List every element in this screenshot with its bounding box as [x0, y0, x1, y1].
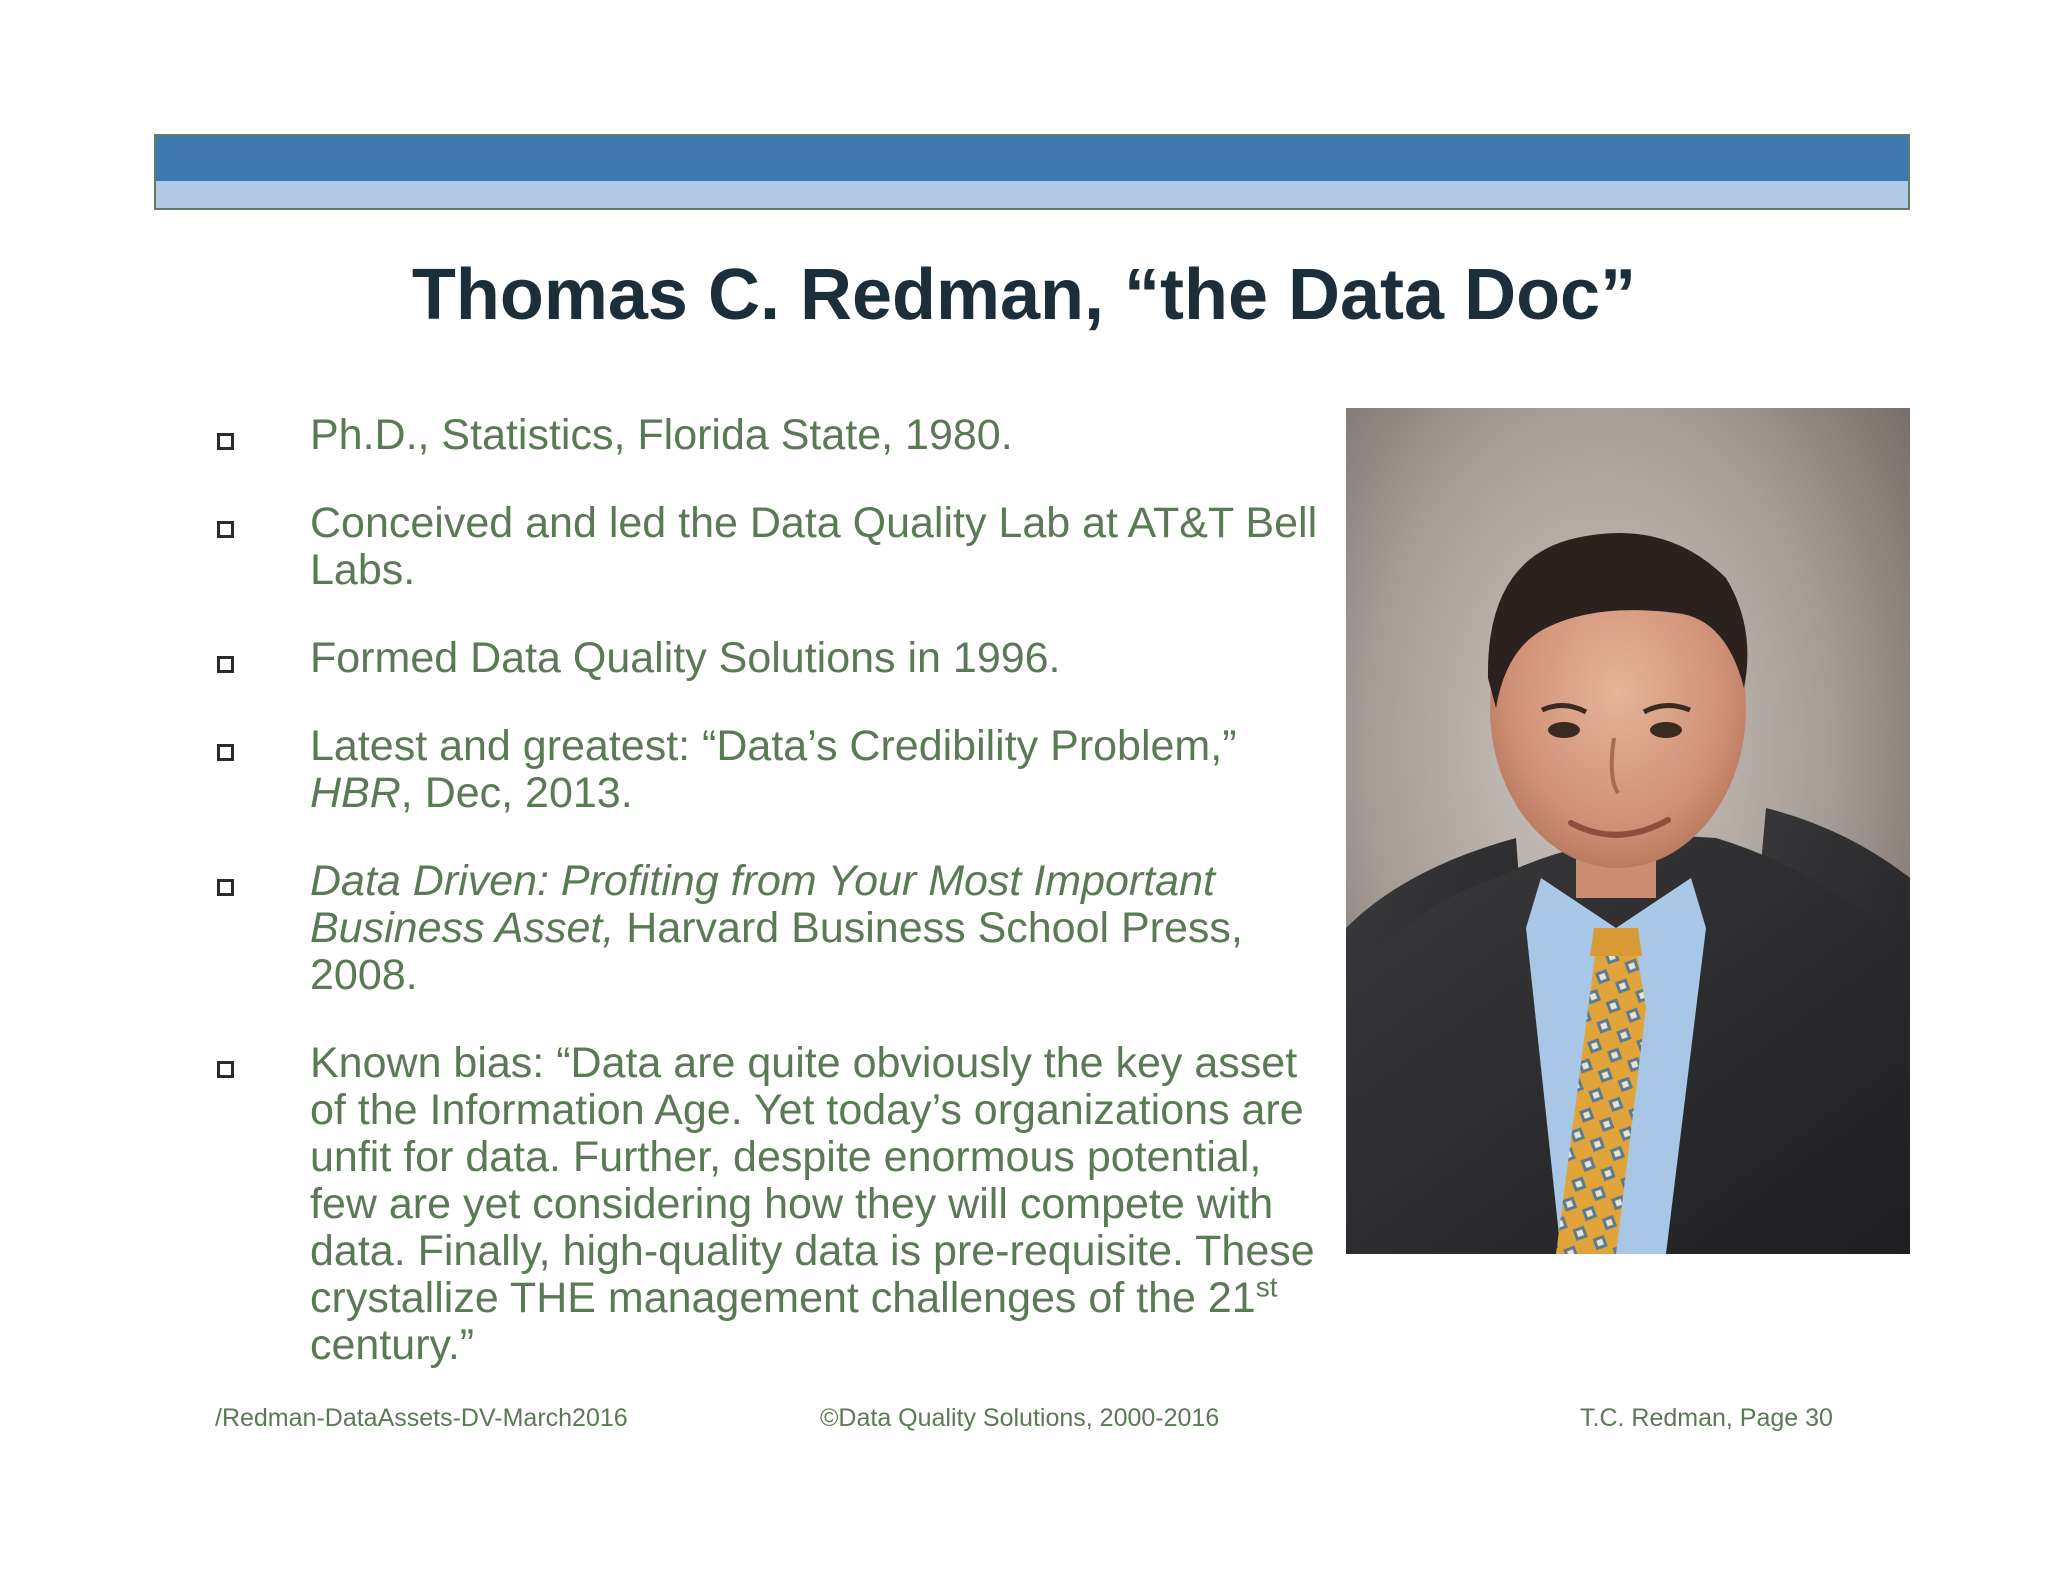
bullet-text-part: century.” [310, 1321, 475, 1369]
bullet-square-icon [217, 656, 234, 673]
bullet-text-part: Known bias: “Data are quite obviously the key asset of the Information Age. Yet today’s organizations are unfit for data. Further, despite enormous potential, few are yet considering how they will compete with data. Finally, high-quality data is pre-requisite. These crystallize THE management challenges of the 21 [310, 1039, 1315, 1322]
bullet-square-icon [217, 1061, 234, 1078]
portrait-photo [1346, 408, 1910, 1254]
bullet-company [215, 635, 1335, 682]
bullet-text [310, 723, 1335, 817]
footer-page-number: T.C. Redman, Page 30 [1580, 1404, 1833, 1432]
footer-copyright: ©Data Quality Solutions, 2000-2016 [820, 1404, 1220, 1432]
bullet-education [215, 412, 1335, 459]
bullet-square-icon [217, 744, 234, 761]
bullet-list [215, 412, 1335, 1410]
book-title: Data Driven: Profiting from Your Most Important Business Asset, [310, 857, 1215, 952]
bullet-square-icon [217, 879, 234, 896]
bullet-text-part: Harvard Business School Press, 2008. [310, 904, 1243, 999]
bullet-text: Conceived and led the Data Quality Lab at AT&T Bell Labs. [310, 499, 1318, 594]
bullet-text: Ph.D., Statistics, Florida State, 1980. [310, 411, 1013, 459]
bullet-text: Formed Data Quality Solutions in 1996. [310, 634, 1061, 682]
bullet-text-part: , Dec, 2013. [400, 769, 633, 817]
footer-file-id: /Redman-DataAssets-DV-March2016 [215, 1404, 628, 1432]
ordinal-suffix: st [1255, 1271, 1278, 1303]
bullet-square-icon [217, 521, 234, 538]
bullet-square-icon [217, 433, 234, 450]
bullet-known-bias [215, 1040, 1335, 1369]
bullet-text [310, 1040, 1335, 1369]
journal-name: HBR [310, 769, 401, 817]
bullet-bell-labs [215, 500, 1335, 594]
bullet-book [215, 858, 1335, 999]
header-band-dark [156, 136, 1908, 181]
slide-title: Thomas C. Redman, “the Data Doc” [411, 255, 1637, 335]
header-band [154, 134, 1910, 210]
bullet-latest-article [215, 723, 1335, 817]
bullet-text [310, 858, 1335, 999]
bullet-text-part: Latest and greatest: “Data’s Credibility Problem,” [310, 722, 1237, 770]
